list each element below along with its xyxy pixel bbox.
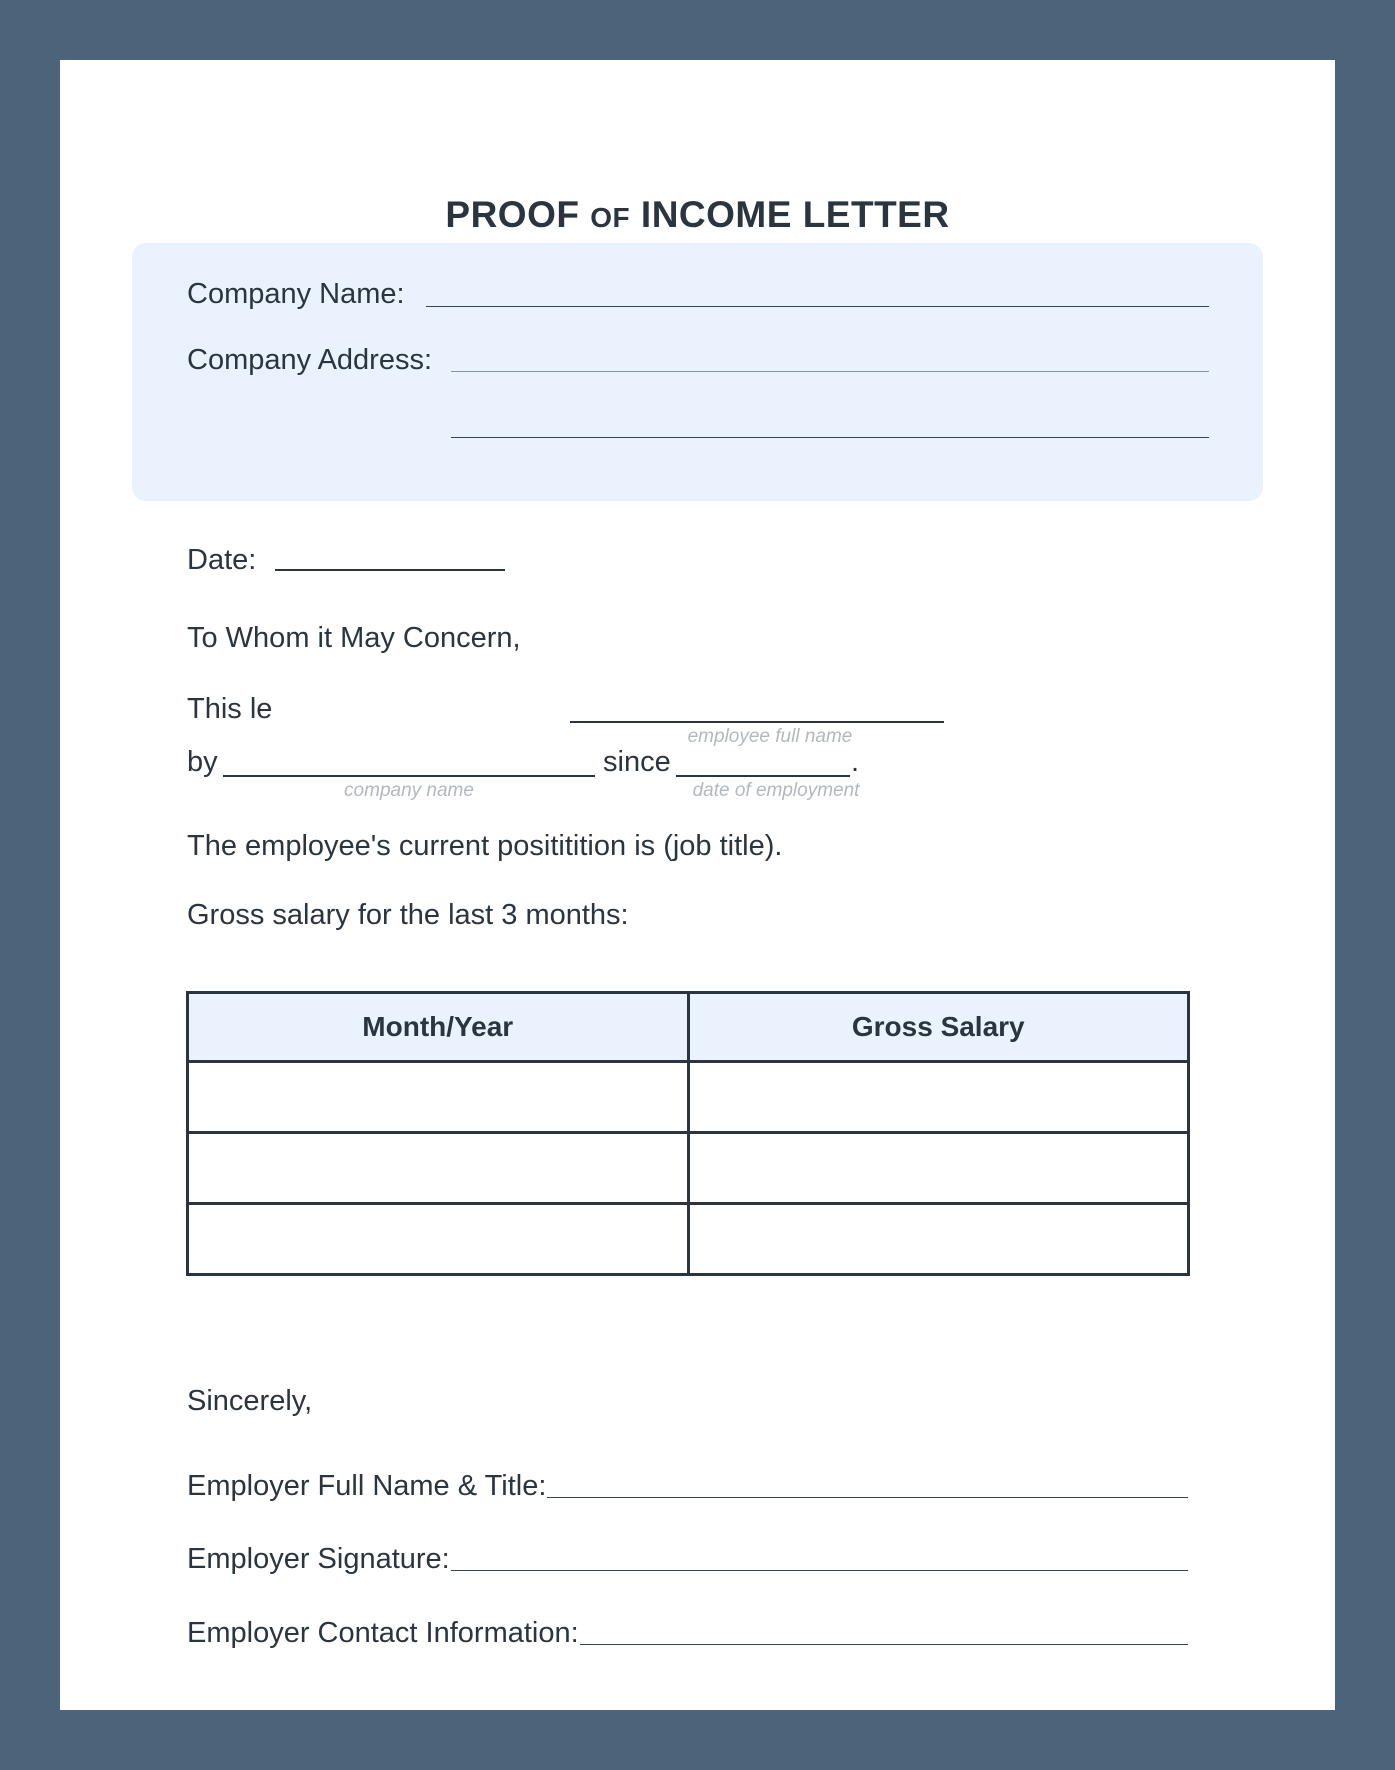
employer-name-field[interactable] xyxy=(547,1497,1188,1498)
date-of-employment-hint: date of employment xyxy=(692,780,860,801)
table-row xyxy=(188,1133,1189,1204)
table-row xyxy=(188,1062,1189,1133)
date-label: Date: xyxy=(187,544,257,576)
company-address-label: Company Address: xyxy=(187,344,433,376)
employee-name-hint: employee full name xyxy=(687,726,853,747)
header-month-year: Month/Year xyxy=(188,993,689,1062)
company-name-label: Company Name: xyxy=(187,278,405,310)
salary-table xyxy=(186,991,1190,1276)
employee-name-field[interactable] xyxy=(570,721,944,723)
gross-salary-text: Gross salary for the last 3 months: xyxy=(187,899,629,931)
gross-salary-cell[interactable] xyxy=(688,1062,1189,1133)
employer-signature-label: Employer Signature: xyxy=(187,1543,450,1575)
sincerely-text: Sincerely, xyxy=(187,1385,313,1417)
title-income-letter: INCOME LETTER xyxy=(640,194,950,235)
employer-signature-field[interactable] xyxy=(451,1570,1188,1571)
company-name-inline-field[interactable] xyxy=(223,775,595,777)
employment-date-field[interactable] xyxy=(676,775,850,777)
employer-name-label: Employer Full Name & Title: xyxy=(187,1470,547,1502)
month-year-cell[interactable] xyxy=(188,1204,689,1275)
salutation: To Whom it May Concern, xyxy=(187,622,521,654)
table-header-row xyxy=(188,993,1189,1062)
title-of: OF xyxy=(590,202,631,233)
month-year-cell[interactable] xyxy=(188,1133,689,1204)
gross-salary-cell[interactable] xyxy=(688,1204,1189,1275)
table-row xyxy=(188,1204,1189,1275)
date-field[interactable] xyxy=(275,569,505,571)
page-title xyxy=(60,194,1335,236)
period-text: . xyxy=(851,746,860,778)
company-address-field-2[interactable] xyxy=(451,437,1209,438)
company-address-field-1[interactable] xyxy=(451,371,1209,372)
employer-contact-field[interactable] xyxy=(580,1644,1188,1645)
employer-contact-label: Employer Contact Information: xyxy=(187,1617,579,1649)
intro-text: This le xyxy=(187,693,273,725)
by-text: by xyxy=(187,746,218,778)
since-text: since xyxy=(603,746,671,778)
company-name-field[interactable] xyxy=(426,306,1209,307)
month-year-cell[interactable] xyxy=(188,1062,689,1133)
gross-salary-cell[interactable] xyxy=(688,1133,1189,1204)
letter-page xyxy=(60,60,1335,1710)
header-gross-salary: Gross Salary xyxy=(688,993,1189,1062)
title-proof: PROOF xyxy=(445,194,580,235)
company-name-hint: company name xyxy=(344,780,474,801)
position-text: The employee's current posititition is (job title). xyxy=(187,830,783,862)
